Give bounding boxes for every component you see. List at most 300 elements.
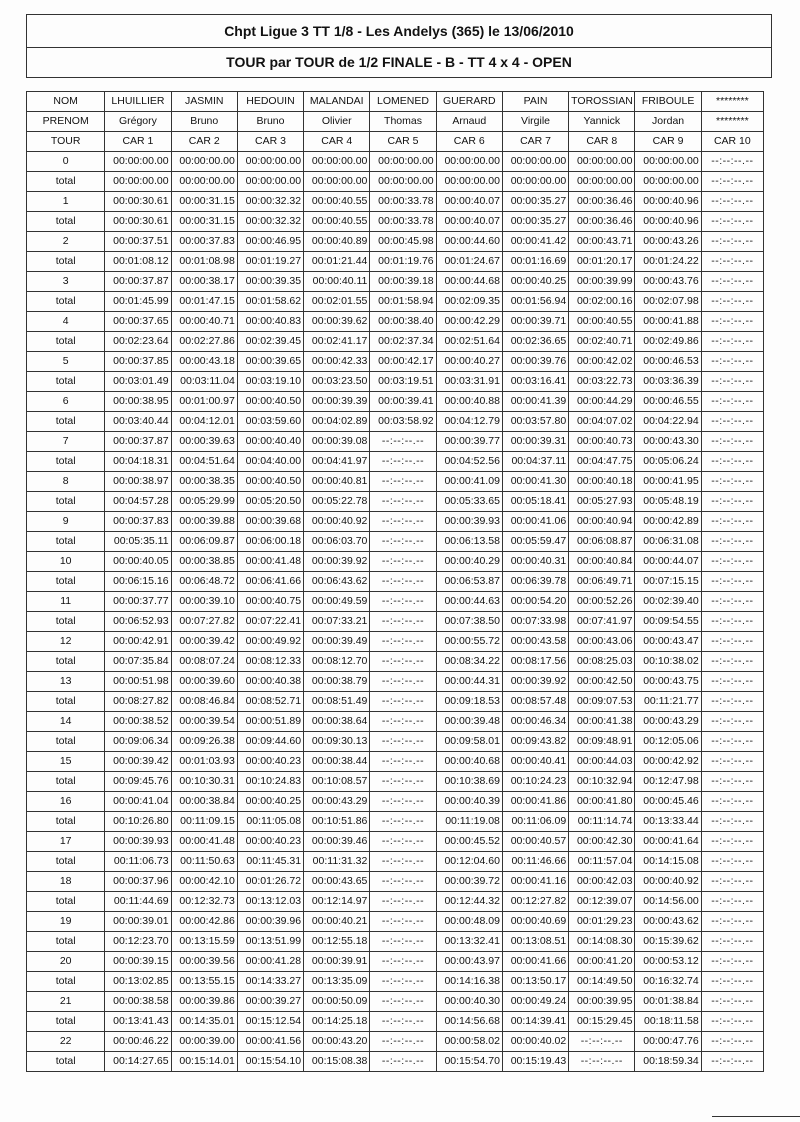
total-time-cell: --:--:--.-- [701, 972, 763, 992]
lap-time-cell: 00:00:39.72 [436, 872, 502, 892]
lap-row [27, 312, 764, 332]
total-time-cell: --:--:--.-- [370, 492, 436, 512]
total-time-cell: 00:01:24.67 [436, 252, 502, 272]
total-time-cell: --:--:--.-- [370, 732, 436, 752]
total-time-cell: 00:12:47.98 [635, 772, 701, 792]
total-time-cell: 00:01:20.17 [569, 252, 635, 272]
driver-first-name: Olivier [304, 112, 370, 132]
total-time-cell: 00:07:22.41 [237, 612, 303, 632]
lap-time-cell: 00:00:44.29 [569, 392, 635, 412]
driver-last-name: LHUILLIER [105, 92, 171, 112]
total-row [27, 532, 764, 552]
total-time-cell: 00:13:02.85 [105, 972, 171, 992]
lap-time-cell: 00:00:51.98 [105, 672, 171, 692]
lap-time-cell: 00:00:41.20 [569, 952, 635, 972]
lap-time-cell: 00:00:40.75 [237, 592, 303, 612]
total-time-cell: 00:04:47.75 [569, 452, 635, 472]
total-time-cell: --:--:--.-- [701, 332, 763, 352]
total-time-cell: 00:03:31.91 [436, 372, 502, 392]
total-time-cell: 00:10:51.86 [304, 812, 370, 832]
driver-last-name: LOMENED [370, 92, 436, 112]
lap-time-cell: 00:00:39.54 [171, 712, 237, 732]
lap-time-cell: 00:00:42.92 [635, 752, 701, 772]
total-time-cell: 00:00:00.00 [569, 172, 635, 192]
lap-time-cell: 00:00:44.63 [436, 592, 502, 612]
total-time-cell: 00:00:00.00 [105, 172, 171, 192]
total-time-cell: 00:18:59.34 [635, 1052, 701, 1072]
total-time-cell: 00:06:08.87 [569, 532, 635, 552]
total-time-cell: 00:01:45.99 [105, 292, 171, 312]
lap-time-cell: 00:00:40.31 [502, 552, 568, 572]
lap-time-cell: 00:00:39.10 [171, 592, 237, 612]
total-label: total [27, 412, 105, 432]
total-time-cell: 00:09:48.91 [569, 732, 635, 752]
lap-time-cell: 00:00:40.81 [304, 472, 370, 492]
lap-time-cell: 00:00:46.22 [105, 1032, 171, 1052]
lap-time-cell: 00:00:00.00 [237, 152, 303, 172]
total-time-cell: 00:09:06.34 [105, 732, 171, 752]
lap-time-cell: 00:00:38.84 [171, 792, 237, 812]
car-number: CAR 3 [237, 132, 303, 152]
total-time-cell: --:--:--.-- [701, 1052, 763, 1072]
total-time-cell: 00:03:59.60 [237, 412, 303, 432]
total-time-cell: 00:10:08.57 [304, 772, 370, 792]
total-time-cell: 00:09:54.55 [635, 612, 701, 632]
lap-time-cell: 00:00:39.63 [171, 432, 237, 452]
total-time-cell: 00:14:25.18 [304, 1012, 370, 1032]
lap-time-cell: 00:00:40.73 [569, 432, 635, 452]
lap-time-cell: 00:00:39.15 [105, 952, 171, 972]
total-time-cell: 00:14:56.00 [635, 892, 701, 912]
lap-time-cell: --:--:--.-- [701, 432, 763, 452]
lap-time-cell: 00:00:37.83 [105, 512, 171, 532]
lap-time-cell: 00:00:47.76 [635, 1032, 701, 1052]
total-time-cell: --:--:--.-- [701, 252, 763, 272]
lap-time-cell: 00:00:39.86 [171, 992, 237, 1012]
car-number: CAR 1 [105, 132, 171, 152]
total-time-cell: --:--:--.-- [370, 692, 436, 712]
total-time-cell: --:--:--.-- [701, 172, 763, 192]
lap-time-cell: 00:00:46.95 [237, 232, 303, 252]
lap-number: 16 [27, 792, 105, 812]
total-time-cell: 00:00:40.55 [304, 212, 370, 232]
lap-time-cell: --:--:--.-- [701, 272, 763, 292]
total-time-cell: 00:00:35.27 [502, 212, 568, 232]
lap-time-cell: 00:00:43.47 [635, 632, 701, 652]
lap-time-cell: 00:00:40.21 [304, 912, 370, 932]
lap-time-cell: 00:00:42.89 [635, 512, 701, 532]
lap-time-cell: 00:00:40.23 [237, 832, 303, 852]
lap-time-cell: 00:00:49.24 [502, 992, 568, 1012]
total-time-cell: 00:10:24.23 [502, 772, 568, 792]
total-time-cell: --:--:--.-- [370, 1012, 436, 1032]
total-time-cell: 00:14:27.65 [105, 1052, 171, 1072]
lap-time-cell: --:--:--.-- [370, 912, 436, 932]
total-time-cell: 00:03:23.50 [304, 372, 370, 392]
total-row [27, 1012, 764, 1032]
lap-time-cell: 00:01:29.23 [569, 912, 635, 932]
lap-time-cell: 00:00:38.79 [304, 672, 370, 692]
total-time-cell: 00:06:39.78 [502, 572, 568, 592]
lap-row [27, 392, 764, 412]
total-row [27, 652, 764, 672]
lap-time-cell: 00:00:41.30 [502, 472, 568, 492]
total-time-cell: 00:15:29.45 [569, 1012, 635, 1032]
driver-last-name: FRIBOULE [635, 92, 701, 112]
total-time-cell: 00:13:15.59 [171, 932, 237, 952]
total-label: total [27, 532, 105, 552]
total-time-cell: --:--:--.-- [370, 852, 436, 872]
bottom-rule [712, 1116, 800, 1117]
total-time-cell: --:--:--.-- [701, 372, 763, 392]
lap-number: 3 [27, 272, 105, 292]
total-time-cell: 00:00:40.96 [635, 212, 701, 232]
lap-time-cell: 00:00:58.02 [436, 1032, 502, 1052]
lap-time-cell: 00:00:40.57 [502, 832, 568, 852]
lap-time-cell: --:--:--.-- [701, 352, 763, 372]
total-time-cell: 00:02:51.64 [436, 332, 502, 352]
lap-time-cell: 00:00:38.85 [171, 552, 237, 572]
lap-time-cell: 00:00:37.85 [105, 352, 171, 372]
lap-time-cell: 00:00:40.11 [304, 272, 370, 292]
driver-first-name: Bruno [171, 112, 237, 132]
total-row [27, 172, 764, 192]
driver-last-name: JASMIN [171, 92, 237, 112]
total-time-cell: 00:05:59.47 [502, 532, 568, 552]
total-time-cell: 00:03:16.41 [502, 372, 568, 392]
total-time-cell: 00:05:18.41 [502, 492, 568, 512]
total-time-cell: 00:02:36.65 [502, 332, 568, 352]
lap-time-cell: 00:00:52.26 [569, 592, 635, 612]
total-time-cell: 00:12:44.32 [436, 892, 502, 912]
lap-time-cell: 00:00:31.15 [171, 192, 237, 212]
total-time-cell: 00:01:08.98 [171, 252, 237, 272]
lap-time-cell: 00:00:33.78 [370, 192, 436, 212]
lap-time-cell: 00:00:43.76 [635, 272, 701, 292]
total-time-cell: 00:08:51.49 [304, 692, 370, 712]
lap-time-cell: 00:00:39.71 [502, 312, 568, 332]
total-time-cell: 00:01:47.15 [171, 292, 237, 312]
lap-time-cell: 00:00:39.88 [171, 512, 237, 532]
total-time-cell: --:--:--.-- [370, 972, 436, 992]
total-time-cell: 00:03:11.04 [171, 372, 237, 392]
total-time-cell: --:--:--.-- [701, 852, 763, 872]
lap-time-cell: 00:00:42.29 [436, 312, 502, 332]
lap-time-cell: 00:00:00.00 [635, 152, 701, 172]
lap-time-cell: 00:00:43.29 [304, 792, 370, 812]
lap-time-cell: 00:00:43.26 [635, 232, 701, 252]
total-time-cell: 00:13:50.17 [502, 972, 568, 992]
lap-number: 17 [27, 832, 105, 852]
lap-time-cell: 00:00:40.55 [304, 192, 370, 212]
total-time-cell: 00:03:57.80 [502, 412, 568, 432]
lap-time-cell: --:--:--.-- [701, 672, 763, 692]
driver-last-name: MALANDAI [304, 92, 370, 112]
lap-time-cell: 00:00:41.06 [502, 512, 568, 532]
lap-time-cell: 00:00:00.00 [502, 152, 568, 172]
lap-row [27, 792, 764, 812]
total-time-cell: 00:07:15.15 [635, 572, 701, 592]
lap-number: 4 [27, 312, 105, 332]
lap-number: 14 [27, 712, 105, 732]
lap-time-cell: 00:00:39.96 [237, 912, 303, 932]
total-row [27, 292, 764, 312]
total-time-cell: 00:02:27.86 [171, 332, 237, 352]
total-time-cell: 00:09:18.53 [436, 692, 502, 712]
lap-time-cell: 00:00:40.50 [237, 472, 303, 492]
lap-time-cell: --:--:--.-- [370, 1032, 436, 1052]
lap-time-cell: --:--:--.-- [370, 992, 436, 1012]
lap-time-cell: --:--:--.-- [370, 792, 436, 812]
total-time-cell: 00:02:40.71 [569, 332, 635, 352]
lap-time-cell: 00:00:40.83 [237, 312, 303, 332]
total-time-cell: 00:07:38.50 [436, 612, 502, 632]
lap-time-cell: 00:00:00.00 [370, 152, 436, 172]
total-time-cell: 00:00:00.00 [436, 172, 502, 192]
total-time-cell: 00:00:31.15 [171, 212, 237, 232]
total-time-cell: 00:09:44.60 [237, 732, 303, 752]
lap-time-cell: 00:00:30.61 [105, 192, 171, 212]
total-time-cell: 00:06:49.71 [569, 572, 635, 592]
lap-time-cell: 00:00:39.31 [502, 432, 568, 452]
lap-time-cell: 00:00:43.75 [635, 672, 701, 692]
driver-first-name: Yannick [569, 112, 635, 132]
lap-time-cell: 00:00:43.18 [171, 352, 237, 372]
total-time-cell: 00:15:54.70 [436, 1052, 502, 1072]
lap-row [27, 232, 764, 252]
total-time-cell: 00:02:09.35 [436, 292, 502, 312]
lap-row [27, 672, 764, 692]
total-time-cell: 00:01:56.94 [502, 292, 568, 312]
lap-time-cell: --:--:--.-- [701, 872, 763, 892]
total-time-cell: 00:09:07.53 [569, 692, 635, 712]
lap-time-cell: 00:00:44.31 [436, 672, 502, 692]
total-time-cell: 00:06:03.70 [304, 532, 370, 552]
total-time-cell: 00:08:07.24 [171, 652, 237, 672]
total-time-cell: --:--:--.-- [370, 572, 436, 592]
total-time-cell: 00:04:18.31 [105, 452, 171, 472]
lap-time-cell: 00:00:42.17 [370, 352, 436, 372]
driver-first-name: Bruno [237, 112, 303, 132]
lap-row [27, 752, 764, 772]
total-label: total [27, 212, 105, 232]
lap-time-cell: 00:00:45.46 [635, 792, 701, 812]
total-time-cell: 00:01:58.62 [237, 292, 303, 312]
lap-time-cell: 00:00:39.01 [105, 912, 171, 932]
total-time-cell: 00:10:30.31 [171, 772, 237, 792]
total-row [27, 692, 764, 712]
lap-times-table [26, 91, 764, 1072]
total-time-cell: --:--:--.-- [701, 892, 763, 912]
total-time-cell: 00:14:33.27 [237, 972, 303, 992]
lap-time-cell: 00:00:40.02 [502, 1032, 568, 1052]
lap-time-cell: 00:00:43.71 [569, 232, 635, 252]
lap-time-cell: 00:00:00.00 [304, 152, 370, 172]
total-time-cell: 00:05:35.11 [105, 532, 171, 552]
lap-time-cell: 00:00:40.05 [105, 552, 171, 572]
total-time-cell: --:--:--.-- [370, 532, 436, 552]
lap-time-cell: 00:00:41.86 [502, 792, 568, 812]
lap-time-cell: 00:00:41.64 [635, 832, 701, 852]
total-time-cell: 00:05:33.65 [436, 492, 502, 512]
lap-row [27, 272, 764, 292]
lap-number: 1 [27, 192, 105, 212]
lap-time-cell: 00:00:40.38 [237, 672, 303, 692]
total-time-cell: --:--:--.-- [370, 892, 436, 912]
lap-time-cell: 00:00:42.33 [304, 352, 370, 372]
lap-time-cell: 00:00:40.30 [436, 992, 502, 1012]
lap-time-cell: 00:00:42.03 [569, 872, 635, 892]
lap-time-cell: --:--:--.-- [701, 152, 763, 172]
total-time-cell: --:--:--.-- [701, 572, 763, 592]
driver-last-name: TOROSSIAN [569, 92, 635, 112]
total-time-cell: 00:10:26.80 [105, 812, 171, 832]
lap-time-cell: 00:00:41.39 [502, 392, 568, 412]
lap-time-cell: 00:00:40.69 [502, 912, 568, 932]
lap-time-cell: 00:00:35.27 [502, 192, 568, 212]
lap-time-cell: 00:00:40.94 [569, 512, 635, 532]
lap-time-cell: --:--:--.-- [701, 752, 763, 772]
car-number: CAR 4 [304, 132, 370, 152]
lap-time-cell: 00:00:39.39 [304, 392, 370, 412]
car-number: CAR 7 [502, 132, 568, 152]
total-time-cell: 00:09:43.82 [502, 732, 568, 752]
lap-time-cell: 00:00:45.52 [436, 832, 502, 852]
total-time-cell: 00:10:38.69 [436, 772, 502, 792]
total-time-cell: 00:00:33.78 [370, 212, 436, 232]
lap-time-cell: --:--:--.-- [370, 512, 436, 532]
lap-time-cell: 00:00:55.72 [436, 632, 502, 652]
total-time-cell: --:--:--.-- [701, 212, 763, 232]
total-time-cell: 00:00:30.61 [105, 212, 171, 232]
total-label: total [27, 572, 105, 592]
lap-time-cell: --:--:--.-- [701, 392, 763, 412]
lap-time-cell: 00:00:40.55 [569, 312, 635, 332]
total-label: total [27, 652, 105, 672]
total-time-cell: 00:14:16.38 [436, 972, 502, 992]
driver-first-name: Thomas [370, 112, 436, 132]
total-label: total [27, 1052, 105, 1072]
lap-time-cell: --:--:--.-- [701, 632, 763, 652]
total-time-cell: 00:06:09.87 [171, 532, 237, 552]
total-time-cell: --:--:--.-- [701, 772, 763, 792]
total-time-cell: 00:07:33.98 [502, 612, 568, 632]
total-row [27, 612, 764, 632]
lap-time-cell: 00:00:44.07 [635, 552, 701, 572]
total-label: total [27, 372, 105, 392]
lap-time-cell: --:--:--.-- [370, 752, 436, 772]
lap-number: 9 [27, 512, 105, 532]
lap-time-cell: 00:01:03.93 [171, 752, 237, 772]
lap-time-cell: 00:00:53.12 [635, 952, 701, 972]
lap-row [27, 352, 764, 372]
total-time-cell: 00:04:52.56 [436, 452, 502, 472]
total-time-cell: --:--:--.-- [370, 652, 436, 672]
car-number: CAR 2 [171, 132, 237, 152]
lap-time-cell: 00:00:39.60 [171, 672, 237, 692]
total-time-cell: 00:08:12.33 [237, 652, 303, 672]
total-time-cell: 00:11:05.08 [237, 812, 303, 832]
total-time-cell: --:--:--.-- [701, 612, 763, 632]
lap-time-cell: 00:00:43.58 [502, 632, 568, 652]
total-time-cell: 00:01:24.22 [635, 252, 701, 272]
car-number: CAR 6 [436, 132, 502, 152]
driver-last-name: GUERARD [436, 92, 502, 112]
lap-row [27, 192, 764, 212]
total-time-cell: 00:03:19.51 [370, 372, 436, 392]
lap-time-cell: 00:00:39.18 [370, 272, 436, 292]
lap-time-cell: 00:00:48.09 [436, 912, 502, 932]
total-row [27, 732, 764, 752]
lap-time-cell: 00:00:40.25 [502, 272, 568, 292]
lap-time-cell: 00:00:54.20 [502, 592, 568, 612]
total-time-cell: 00:07:27.82 [171, 612, 237, 632]
lap-time-cell: 00:00:40.89 [304, 232, 370, 252]
header-row-cars [27, 132, 764, 152]
lap-time-cell: 00:00:39.77 [436, 432, 502, 452]
lap-time-cell: 00:00:40.27 [436, 352, 502, 372]
total-time-cell: 00:02:01.55 [304, 292, 370, 312]
header-row-names [27, 92, 764, 112]
total-row [27, 492, 764, 512]
total-time-cell: 00:01:08.12 [105, 252, 171, 272]
lap-time-cell: 00:00:36.46 [569, 192, 635, 212]
total-time-cell: 00:11:57.04 [569, 852, 635, 872]
lap-time-cell: --:--:--.-- [370, 872, 436, 892]
total-time-cell: 00:06:13.58 [436, 532, 502, 552]
total-label: total [27, 852, 105, 872]
lap-time-cell: --:--:--.-- [701, 192, 763, 212]
lap-row [27, 152, 764, 172]
total-row [27, 852, 764, 872]
lap-time-cell: 00:00:39.41 [370, 392, 436, 412]
total-time-cell: 00:04:51.64 [171, 452, 237, 472]
total-time-cell: 00:03:19.10 [237, 372, 303, 392]
total-time-cell: 00:08:34.22 [436, 652, 502, 672]
lap-time-cell: 00:00:40.29 [436, 552, 502, 572]
lap-time-cell: 00:00:42.10 [171, 872, 237, 892]
total-time-cell: 00:02:41.17 [304, 332, 370, 352]
total-time-cell: 00:07:35.84 [105, 652, 171, 672]
lap-time-cell: 00:00:00.00 [436, 152, 502, 172]
total-time-cell: 00:12:55.18 [304, 932, 370, 952]
lap-time-cell: 00:00:39.68 [237, 512, 303, 532]
lap-time-cell: --:--:--.-- [701, 1032, 763, 1052]
total-time-cell: 00:00:00.00 [370, 172, 436, 192]
lap-time-cell: --:--:--.-- [701, 712, 763, 732]
total-time-cell: 00:04:12.79 [436, 412, 502, 432]
total-time-cell: 00:16:32.74 [635, 972, 701, 992]
lap-time-cell: 00:00:40.23 [237, 752, 303, 772]
lap-time-cell: 00:00:44.03 [569, 752, 635, 772]
total-time-cell: 00:07:33.21 [304, 612, 370, 632]
lap-time-cell: 00:01:26.72 [237, 872, 303, 892]
lap-time-cell: --:--:--.-- [370, 632, 436, 652]
lap-time-cell: 00:00:40.96 [635, 192, 701, 212]
total-time-cell: 00:00:00.00 [502, 172, 568, 192]
total-time-cell: --:--:--.-- [370, 812, 436, 832]
lap-number: 19 [27, 912, 105, 932]
total-time-cell: 00:15:39.62 [635, 932, 701, 952]
total-time-cell: 00:13:33.44 [635, 812, 701, 832]
lap-time-cell: --:--:--.-- [370, 712, 436, 732]
lap-time-cell: 00:00:38.58 [105, 992, 171, 1012]
lap-time-cell: 00:00:46.55 [635, 392, 701, 412]
total-time-cell: 00:12:05.06 [635, 732, 701, 752]
lap-time-cell: 00:00:42.91 [105, 632, 171, 652]
total-time-cell: 00:04:22.94 [635, 412, 701, 432]
total-row [27, 812, 764, 832]
